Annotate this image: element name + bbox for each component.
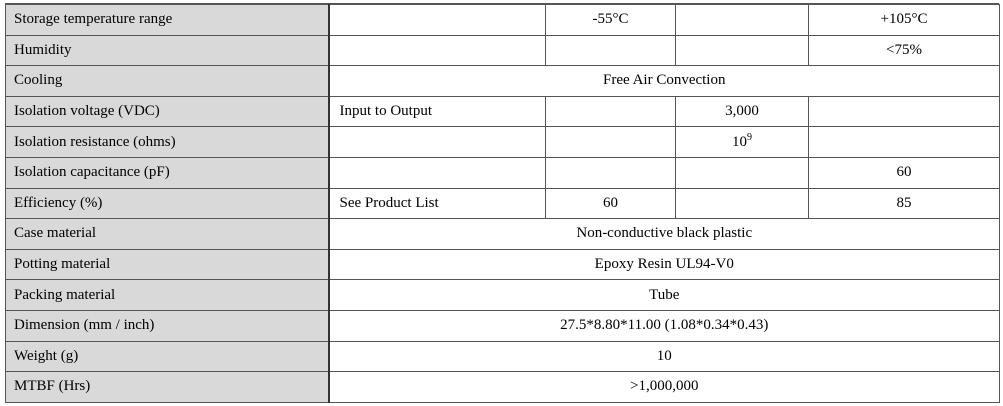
table-row	[6, 219, 1000, 250]
spanning-value-cell: Non-conductive black plastic	[329, 219, 1000, 250]
spanning-value-cell: 27.5*8.80*11.00 (1.08*0.34*0.43)	[329, 310, 1000, 341]
row-label: Case material	[6, 219, 329, 250]
table-row	[6, 35, 1000, 66]
typ-exponent: 9	[747, 131, 752, 143]
max-cell: <75%	[809, 35, 1000, 66]
spanning-value-cell: Epoxy Resin UL94-V0	[329, 249, 1000, 280]
row-label: Dimension (mm / inch)	[6, 310, 329, 341]
max-cell	[809, 96, 1000, 127]
min-cell	[546, 157, 676, 188]
row-label: Humidity	[6, 35, 329, 66]
table-row	[6, 127, 1000, 158]
max-cell	[809, 127, 1000, 158]
spanning-value-cell: Tube	[329, 280, 1000, 311]
condition-cell	[329, 127, 546, 158]
table-row	[6, 341, 1000, 372]
spanning-value-cell: Free Air Convection	[329, 66, 1000, 97]
row-label: Storage temperature range	[6, 5, 329, 36]
row-label: Weight (g)	[6, 341, 329, 372]
row-label: Potting material	[6, 249, 329, 280]
condition-cell	[329, 157, 546, 188]
row-label: MTBF (Hrs)	[6, 372, 329, 403]
specifications-table	[5, 4, 1000, 403]
min-cell	[546, 96, 676, 127]
condition-cell: Input to Output	[329, 96, 546, 127]
max-cell: +105°C	[809, 5, 1000, 36]
table-row	[6, 157, 1000, 188]
typ-base: 10	[732, 133, 747, 150]
typ-cell: 3,000	[676, 96, 809, 127]
condition-cell	[329, 5, 546, 36]
spanning-value-cell: >1,000,000	[329, 372, 1000, 403]
condition-cell	[329, 35, 546, 66]
typ-cell	[676, 35, 809, 66]
min-cell	[546, 35, 676, 66]
max-cell: 85	[809, 188, 1000, 219]
min-cell: 60	[546, 188, 676, 219]
spanning-value-cell: 10	[329, 341, 1000, 372]
row-label: Isolation resistance (ohms)	[6, 127, 329, 158]
table-row	[6, 66, 1000, 97]
row-label: Isolation voltage (VDC)	[6, 96, 329, 127]
typ-cell	[676, 5, 809, 36]
table-row	[6, 96, 1000, 127]
typ-cell	[676, 188, 809, 219]
min-cell	[546, 127, 676, 158]
table-row	[6, 310, 1000, 341]
row-label: Isolation capacitance (pF)	[6, 157, 329, 188]
typ-cell	[676, 157, 809, 188]
table-row	[6, 249, 1000, 280]
table-row	[6, 280, 1000, 311]
table-row	[6, 372, 1000, 403]
row-label: Packing material	[6, 280, 329, 311]
row-label: Efficiency (%)	[6, 188, 329, 219]
row-label: Cooling	[6, 66, 329, 97]
table-row	[6, 188, 1000, 219]
min-cell: -55°C	[546, 5, 676, 36]
table-row	[6, 5, 1000, 36]
condition-cell: See Product List	[329, 188, 546, 219]
max-cell: 60	[809, 157, 1000, 188]
typ-cell	[676, 127, 809, 158]
